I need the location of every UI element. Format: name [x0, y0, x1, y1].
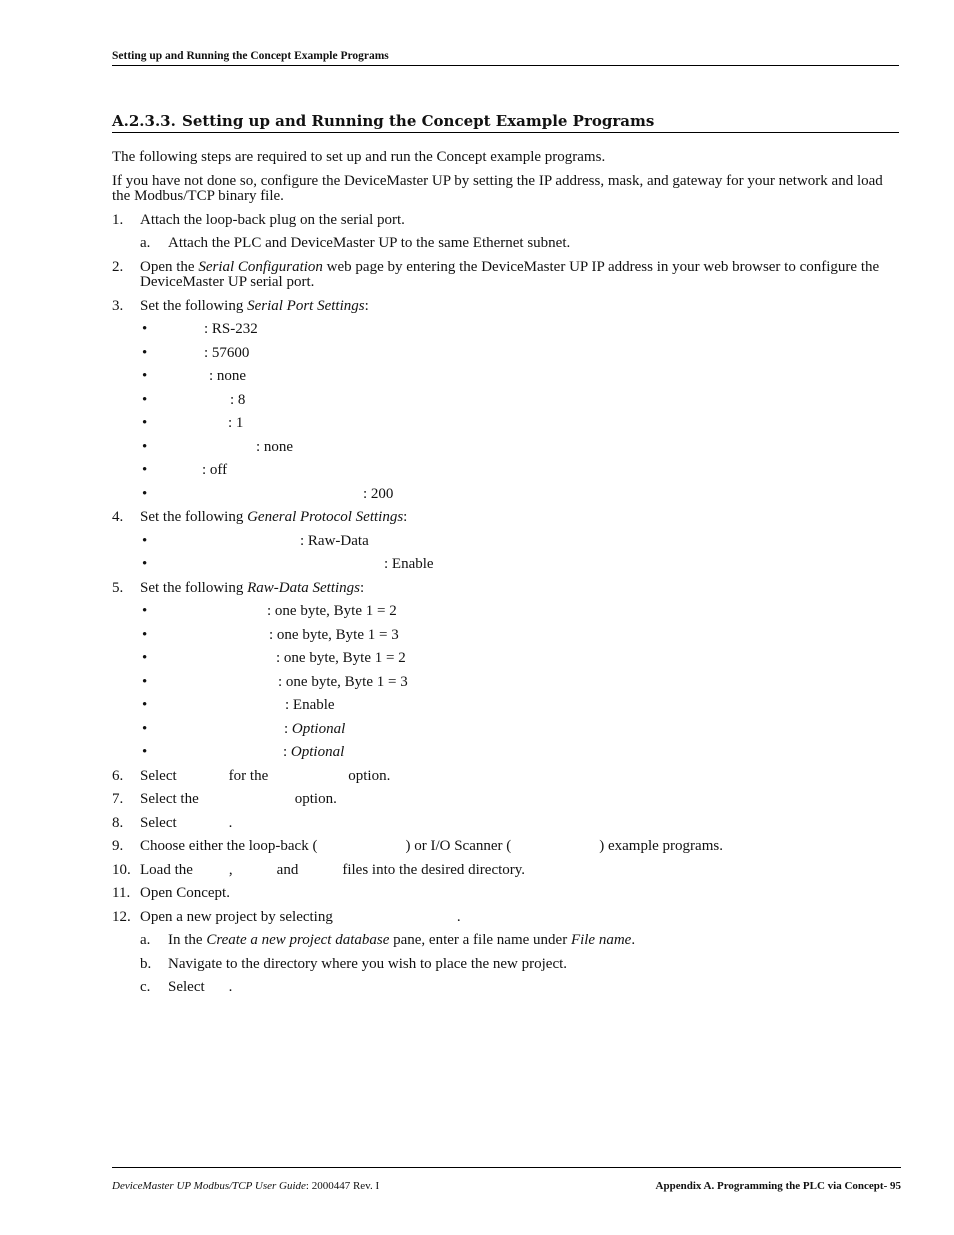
intro-paragraph: The following steps are required to set up and run the Concept example programs.	[112, 149, 606, 165]
list-item: • : one byte, Byte 1 = 3	[142, 673, 408, 690]
footer-document-info: DeviceMaster UP Modbus/TCP User Guide: 2000447 Rev. I	[112, 1180, 380, 1192]
list-item: • : Enable	[142, 697, 335, 713]
step-12b: b. Navigate to the directory where you wish to place the new project.	[140, 955, 568, 972]
section-title: Setting up and Running the Concept Example Programs	[182, 112, 655, 130]
intro-paragraph: If you have not done so, configure the DeviceMaster UP by setting the IP address, mask, and gateway for your network and load the Modbus/TCP binary file.	[112, 172, 883, 204]
footer-chapter-page: Appendix A. Programming the PLC via Concept- 95	[655, 1180, 901, 1192]
step-12a: a. In the Create a new project database pane, enter a file name under File name.	[140, 932, 636, 948]
step-5: 5. Set the following Raw-Data Settings:	[112, 579, 365, 596]
step-10: 10. Load the , and files into the desired directory.	[112, 861, 526, 878]
step-7: 7. Select the option.	[112, 791, 337, 807]
list-item: • : none	[142, 438, 294, 455]
running-header: Setting up and Running the Concept Example Programs	[112, 50, 899, 66]
list-item: • : Optional	[142, 720, 346, 737]
step-9: 9. Choose either the loop-back ( ) or I/O Scanner ( ) example programs.	[112, 838, 723, 854]
section-heading	[112, 112, 899, 133]
step-11: 11. Open Concept.	[112, 885, 230, 901]
step-2: 2. Open the Serial Configuration web page by entering the DeviceMaster UP IP address in your web browser to configure the DeviceMaster UP serial port.	[112, 258, 880, 290]
footer-divider	[112, 1167, 901, 1168]
list-item: • : off	[142, 462, 228, 478]
step-1: 1. Attach the loop-back plug on the serial port.	[112, 211, 405, 228]
list-item: • : RS-232	[142, 321, 258, 337]
list-item: • : 1	[142, 415, 244, 431]
step-3: 3. Set the following Serial Port Settings:	[112, 297, 369, 314]
step-4: 4. Set the following General Protocol Settings:	[112, 509, 408, 525]
list-item: • : Raw-Data	[142, 532, 369, 549]
list-item: • : one byte, Byte 1 = 3	[142, 626, 399, 643]
step-6: 6. Select for the option.	[112, 767, 391, 784]
list-item: • : one byte, Byte 1 = 2	[142, 603, 397, 619]
list-item: • : Enable	[142, 556, 434, 572]
step-1a: a. Attach the PLC and DeviceMaster UP to the same Ethernet subnet.	[140, 235, 571, 251]
list-item: • : 8	[142, 391, 246, 408]
list-item: • : one byte, Byte 1 = 2	[142, 650, 406, 666]
list-item: • : 200	[142, 485, 394, 502]
section-number: A.2.3.3.	[112, 112, 176, 130]
list-item: • : 57600	[142, 344, 250, 361]
step-12: 12. Open a new project by selecting .	[112, 908, 461, 925]
body-text	[112, 150, 902, 1004]
list-item: • : none	[142, 368, 247, 384]
step-12c: c. Select .	[140, 979, 233, 995]
list-item: • : Optional	[142, 744, 345, 760]
step-8: 8. Select .	[112, 814, 233, 831]
